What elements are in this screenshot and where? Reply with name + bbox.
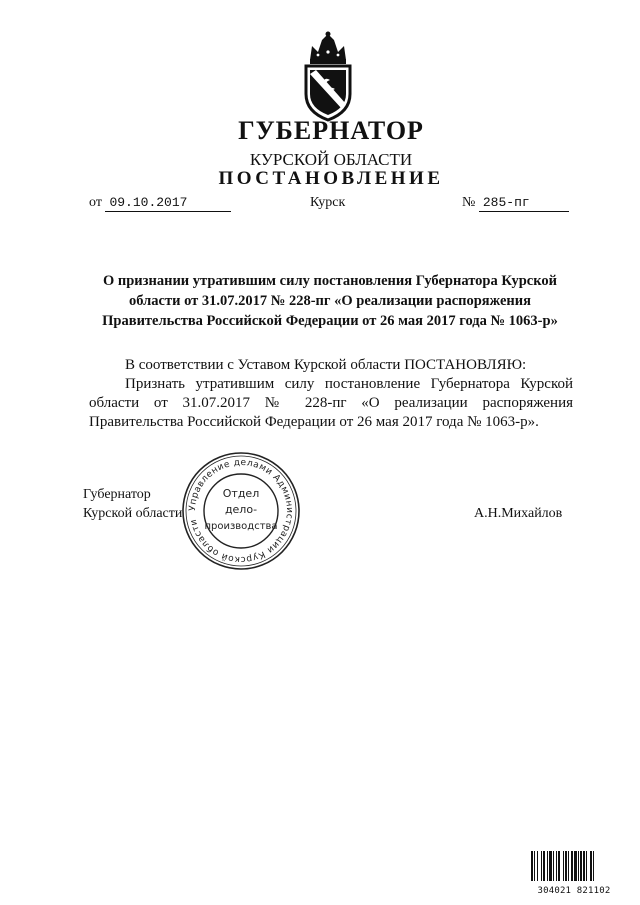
stamp-inner-line: дело- [224, 503, 258, 516]
stamp-ring-text: Управление делами Администрации Курской области [187, 457, 295, 565]
document-heading [80, 271, 580, 331]
signer-position-line: Губернатор [83, 487, 151, 502]
heading-line: области от 31.07.2017 № 228-пг «О реализации распоряжения [129, 293, 531, 309]
number-field [462, 195, 569, 212]
signer-name: А.Н.Михайлов [474, 506, 563, 521]
body-line-2: области от 31.07.2017 № 228-пг «О реализации распоряжения [89, 395, 573, 411]
stamp-inner-line: производства [204, 521, 278, 532]
stamp-inner-line: Отдел [222, 487, 260, 500]
document-barcode [531, 851, 617, 896]
barcode-digits: 304021 821102 [537, 886, 611, 896]
barcode-bars [531, 851, 617, 881]
date-prefix: от [89, 195, 102, 210]
document-title: ГУБЕРНАТОР [238, 116, 424, 145]
signer-position [83, 485, 182, 523]
kursk-coat-of-arms-icon [296, 30, 360, 122]
body-line-3: Правительства Российской Федерации от 26 мая 2017 года № 1063-р». [89, 414, 539, 430]
office-stamp [180, 450, 302, 572]
number-prefix: № [462, 195, 476, 210]
document-type: ПОСТАНОВЛЕНИЕ [218, 168, 444, 189]
city-name: Курск [310, 195, 346, 210]
signer-position-line: Курской области [83, 506, 183, 521]
body-line-1: Признать утратившим силу постановление Губернатора Курской [125, 376, 573, 392]
body-intro: В соответствии с Уставом Курской области ПОСТАНОВЛЯЮ: [125, 357, 527, 373]
heading-line: О признании утратившим силу постановления Губернатора Курской [102, 273, 558, 289]
date-field [89, 195, 231, 212]
date-value: 09.10.2017 [105, 195, 231, 212]
document-subtitle: КУРСКОЙ ОБЛАСТИ [249, 150, 413, 169]
heading-line: Правительства Российской Федерации от 26 мая 2017 года № 1063-р» [102, 313, 558, 329]
number-value: 285-пг [479, 195, 569, 212]
